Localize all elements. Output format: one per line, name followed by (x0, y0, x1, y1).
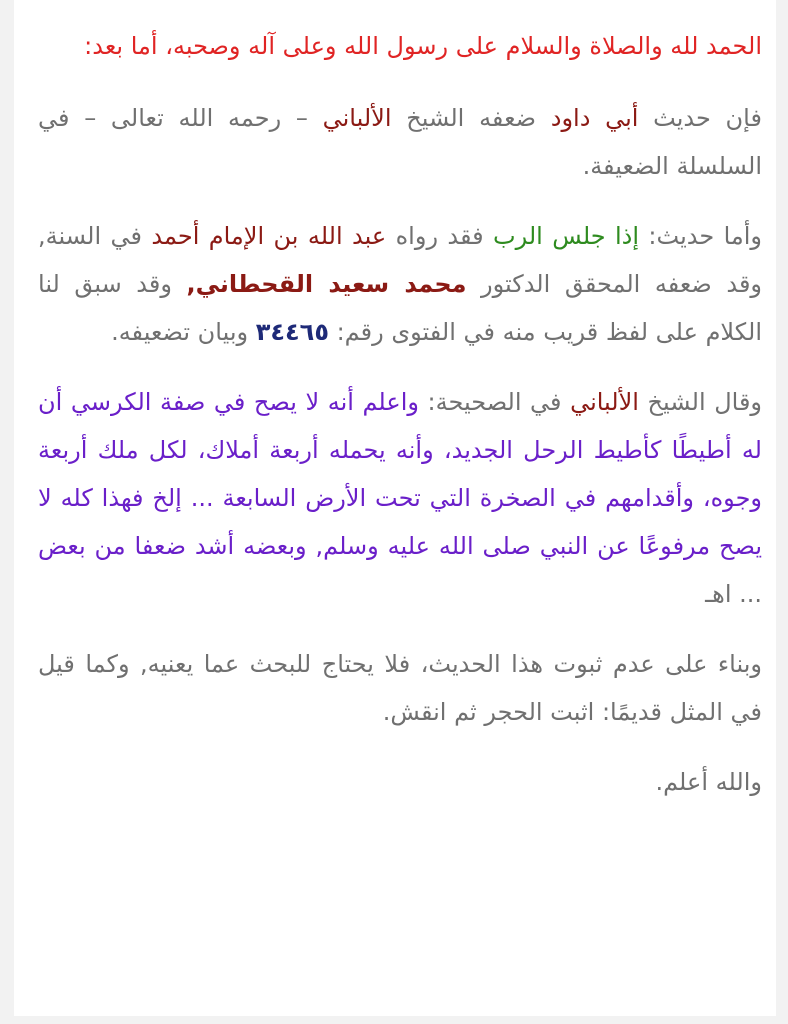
conclusion-paragraph (38, 640, 762, 736)
para4-text-3: ... اهـ (705, 580, 762, 608)
name-abu-dawud: أبي داود (550, 104, 639, 132)
para3-text-4: وقد سبق لنا الكلام على لفظ قريب منه في الفتوى رقم: (38, 270, 762, 346)
hadith-narration-paragraph (38, 212, 762, 356)
opening-paragraph (38, 22, 762, 70)
para3-text-5: وبيان تضعيفه. (111, 318, 256, 346)
para2-text-3: – رحمه الله تعالى – في السلسلة الضعيفة. (38, 104, 762, 180)
name-abdullah-bin-ahmad: عبد الله بن الإمام أحمد (151, 222, 387, 250)
closing-paragraph (38, 758, 762, 806)
name-albani: الألباني (322, 104, 392, 132)
albani-quote-paragraph (38, 378, 762, 618)
fatwa-number: ٣٤٤٦٥ (255, 318, 329, 346)
para4-text-1: وقال الشيخ (638, 388, 762, 416)
para3-text-1: وأما حديث: (639, 222, 762, 250)
conclusion-text: وبناء على عدم ثبوت هذا الحديث، فلا يحتاج للبحث عما يعنيه, وكما قيل في المثل قديمًا: اثبت الحجر ثم انقش. (38, 650, 762, 726)
albani-weakening-paragraph (38, 94, 762, 190)
name-qahtani: محمد سعيد القحطاني, (186, 270, 467, 298)
para2-text-1: فإن حديث (638, 104, 762, 132)
name-albani-2: الألباني (570, 388, 639, 416)
para2-text-2: ضعفه الشيخ (391, 104, 551, 132)
para4-text-2: في الصحيحة: (418, 388, 571, 416)
hadith-title: إذا جلس الرب (493, 222, 640, 250)
para3-text-2: فقد رواه (386, 222, 494, 250)
closing-text: والله أعلم. (655, 768, 762, 796)
albani-quote: واعلم أنه لا يصح في صفة الكرسي أن له أطيطًا كأطيط الرحل الجديد، وأنه يحمله أربعة أملاك، لكل ملك أربعة وجوه، وأقدامهم في الصخرة التي تحت الأرض السابعة ... إلخ فهذا كله لا يصح مرفوعًا عن النبي صلى الله عليه وسلم, وبعضه أشد ضعفا من بعض (38, 388, 762, 560)
opening-text: الحمد لله والصلاة والسلام على رسول الله وعلى آله وصحبه، أما بعد: (84, 32, 762, 60)
para3-text-3: في السنة, وقد ضعفه المحقق الدكتور (38, 222, 763, 298)
